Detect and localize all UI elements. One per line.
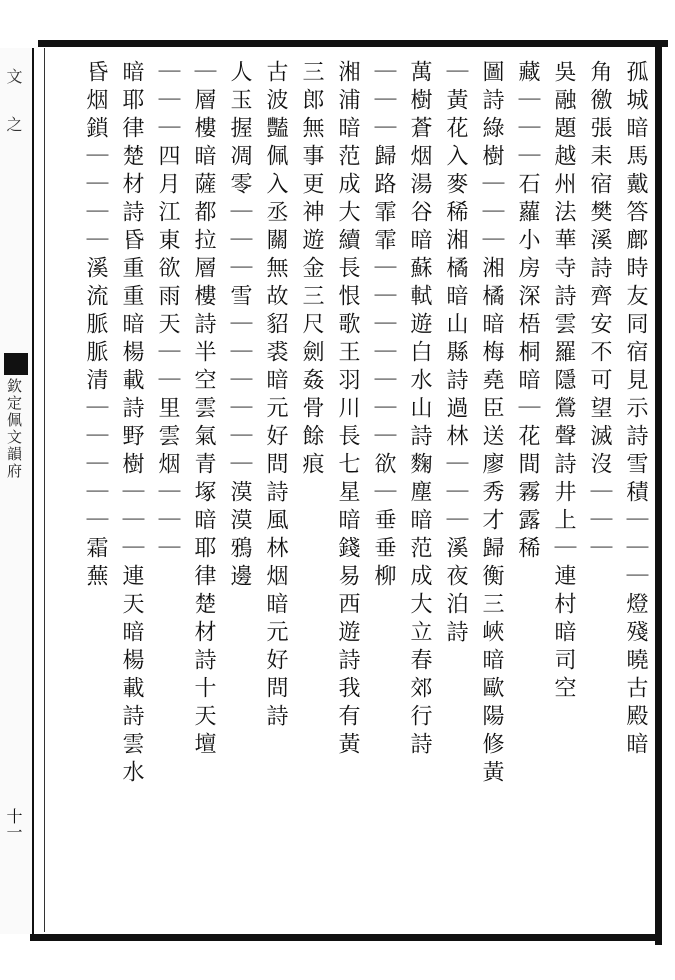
margin-book-title: 欽定佩文韻府 [5,378,23,480]
text-column: 三郎無事更神遊金三尺劍姦骨餘痕 [299,60,324,480]
text-column: 昏烟鎖｜｜｜｜溪流脈脈清｜｜｜｜｜霜蕪 [83,60,108,592]
text-column: ｜｜｜四月江東欲雨天｜｜里雲烟｜｜｜ [155,60,180,564]
text-column: 古波豔佩入丞關無故貂裘暗元好問詩風林烟暗元好問詩 [263,60,288,732]
text-column: 暗耶律楚材詩昏重重暗楊載詩野樹｜｜｜連天暗楊載詩雲水 [119,60,144,788]
text-column: 萬樹蒼烟湯谷暗蘇軾遊白水山詩麴塵暗范成大立春郊行詩 [407,60,432,760]
text-column: 藏｜｜｜石蘿小房深梧桐暗｜花間霧露稀 [515,60,540,564]
text-column: 角徼張耒宿樊溪詩齊安不可望滅沒｜｜｜ [587,60,612,564]
frame-right-border [655,40,662,945]
text-body [50,52,652,932]
text-column: 孤城暗馬戴答鄜時友同宿見示詩雪積｜｜｜燈殘曉古殿暗 [623,60,648,760]
text-column: 人玉握凋零｜｜｜雪｜｜｜｜｜｜漠漠鴉邊 [227,60,252,592]
text-column: ｜黃花入麥稀湘橘暗山縣詩過林｜｜｜溪夜泊詩 [443,60,468,648]
frame-bottom-border [30,934,662,941]
frame-top-border [38,40,668,47]
page-number: 十一 [4,808,23,840]
text-column: ｜層樓暗薩都拉層樓詩半空雲氣青塚暗耶律楚材詩十天壇 [191,60,216,760]
frame-inner-rule [44,48,45,932]
text-column: ｜｜｜歸路霏霏｜｜｜｜｜｜｜欲｜垂垂柳 [371,60,396,592]
text-column: 湘浦暗范成大續長恨歌王羽川長七星暗錢易西遊詩我有黃 [335,60,360,760]
fish-tail-mark [4,353,28,375]
text-column: 吳融題越州法華寺詩雲羅隱鶯聲詩井上｜連村暗司空 [551,60,576,704]
margin-leading-chars: 文 之 [4,68,23,140]
text-column: 圖詩綠樹｜｜｜湘橘暗梅堯臣送廖秀才歸衡三峽暗歐陽修黃 [479,60,504,788]
center-margin [0,48,34,934]
